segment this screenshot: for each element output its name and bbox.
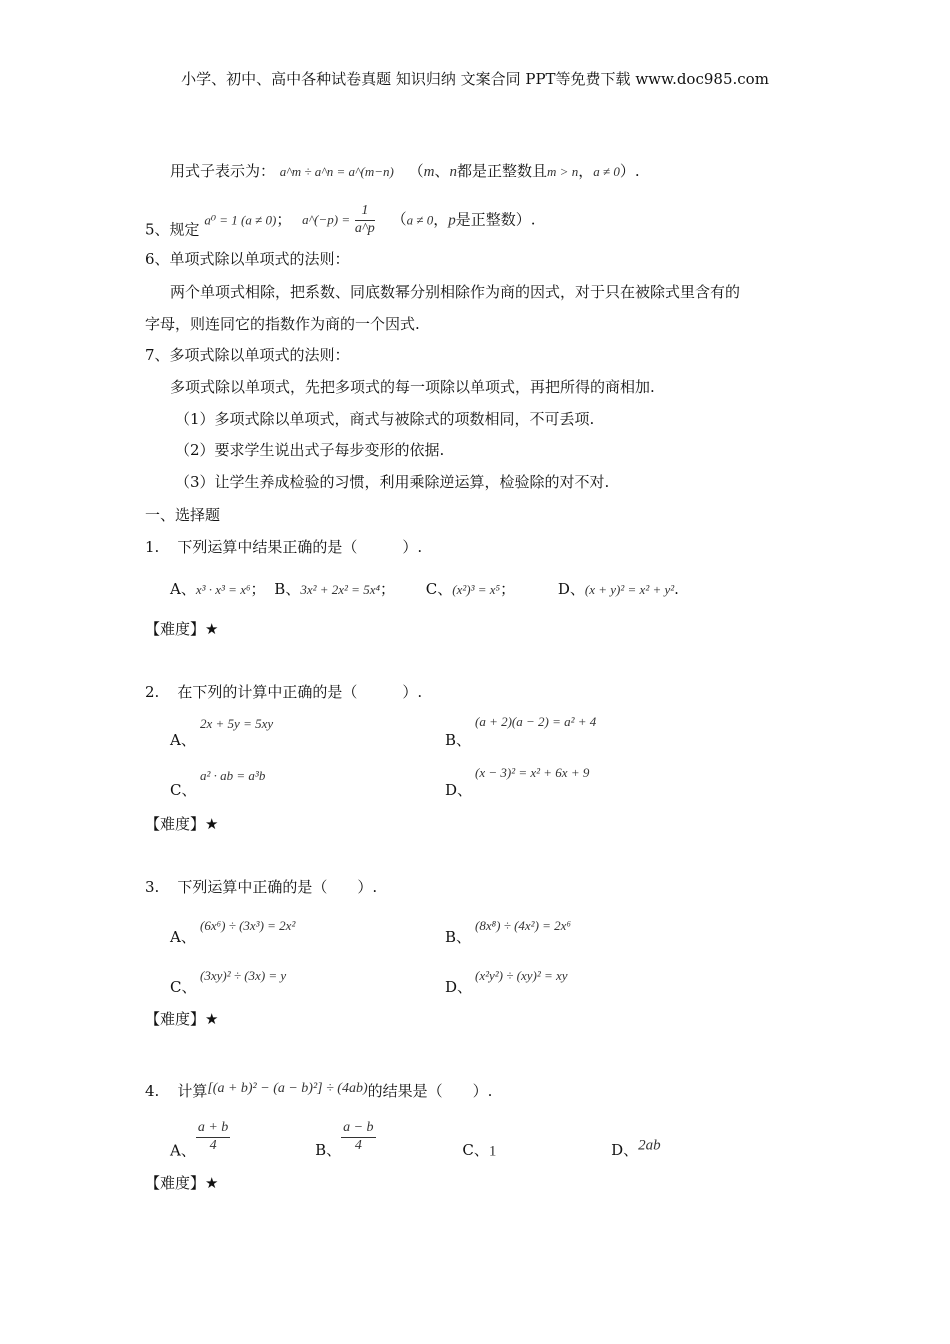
q2-label-a: A、	[170, 731, 196, 749]
q2-option-d: (x − 3)² = x² + 6x + 9	[475, 765, 590, 780]
q2-label-d: D、	[445, 781, 473, 799]
rule-6-title: 6、单项式除以单项式的法则：	[145, 250, 350, 268]
q3-label-d: D、	[445, 978, 473, 996]
question-1-options: A、x³ · x³ = x⁶； B、3x² + 2x² = 5x⁴； C、(x²)³ = x⁵； D、(x + y)² = x² + y².	[170, 580, 679, 598]
q2-option-a: 2x + 5y = 5xy	[200, 716, 274, 731]
q3-option-c: (3xy)² ÷ (3x) = y	[200, 968, 287, 983]
formula-label: 用式子表示为：	[170, 162, 276, 180]
question-4-options: A、 $\frac{a + b}{4}$ B、 $\frac{a - b}{4}$ C、1 D、2ab	[170, 1120, 661, 1160]
q3-option-a: (6x⁶) ÷ (3x³) = 2x²	[200, 918, 296, 933]
division-formula: a^m ÷ a^n = a^(m−n)	[279, 164, 394, 179]
q2-label-c: C、	[170, 781, 197, 799]
q3-label-c: C、	[170, 978, 197, 996]
q2-option-b: (a + 2)(a − 2) = a² + 4	[475, 714, 597, 729]
intro-line: 用式子表示为： a^m ÷ a^n = a^(m−n) （m、n都是正整数且m > n，a ≠ 0）.	[170, 162, 640, 180]
option-a: x³ · x³ = x⁶	[195, 582, 251, 597]
option-d: (x + y)² = x² + y²	[584, 582, 675, 597]
q2-option-c: a² · ab = a³b	[200, 768, 266, 783]
q4-expression: [(a + b)² − (a − b)²] ÷ (4ab)	[207, 1081, 368, 1096]
q3-label-b: B、	[445, 928, 472, 946]
q3-label-a: A、	[170, 928, 196, 946]
question-4-stem: 4. 计算[(a + b)² − (a − b)²] ÷ (4ab)的结果是（ ）.	[145, 1081, 493, 1100]
question-2-stem: 2. 在下列的计算中正确的是（ ）.	[145, 683, 423, 701]
rule-6-line-1: 两个单项式相除，把系数、同底数幂分别相除作为商的因式，对于只在被除式里含有的	[170, 283, 741, 301]
zero-exponent-formula: a⁰ = 1 (a ≠ 0)	[204, 212, 277, 228]
rule-7-note-3: （3）让学生养成检验的习惯，利用乘除逆运算，检验除的对不对.	[175, 473, 610, 491]
negative-exponent-fraction: $\frac{1}{a\^{}p}$	[354, 203, 375, 236]
rule-7-note-1: （1）多项式除以单项式，商式与被除式的项数相同，不可丢项.	[175, 410, 595, 428]
q4-option-a: $\frac{a + b}{4}$	[197, 1120, 229, 1153]
difficulty-q4: 【难度】★	[145, 1174, 219, 1192]
difficulty-q1: 【难度】★	[145, 620, 219, 638]
page-header: 小学、初中、高中各种试卷真题 知识归纳 文案合同 PPT等免费下载 www.doc985.com	[181, 70, 769, 88]
difficulty-q3: 【难度】★	[145, 1010, 219, 1028]
option-b: 3x² + 2x² = 5x⁴	[300, 582, 380, 597]
section-title: 一、选择题	[145, 506, 221, 524]
q4-option-c: 1	[488, 1143, 497, 1160]
rule-7-note-2: （2）要求学生说出式子每步变形的依据.	[175, 441, 445, 459]
rule-6-line-2: 字母，则连同它的指数作为商的一个因式.	[145, 315, 420, 333]
rule-5: 5、规定 a⁰ = 1 (a ≠ 0)； a^(−p) = $\frac{1}{a\^{}p}$ （a ≠ 0，p是正整数）.	[145, 203, 536, 239]
negative-exponent-lhs: a^(−p) =	[302, 212, 351, 228]
rule-7-line-1: 多项式除以单项式，先把多项式的每一项除以单项式，再把所得的商相加.	[170, 378, 655, 396]
difficulty-q2: 【难度】★	[145, 815, 219, 833]
question-3-stem: 3. 下列运算中正确的是（ ）.	[145, 878, 378, 896]
q3-option-d: (x²y²) ÷ (xy)² = xy	[475, 968, 568, 983]
q2-label-b: B、	[445, 731, 472, 749]
q3-option-b: (8x⁸) ÷ (4x²) = 2x⁶	[475, 918, 571, 933]
option-c: (x²)³ = x⁵	[452, 582, 501, 597]
rule-7-title: 7、多项式除以单项式的法则：	[145, 346, 350, 364]
question-1-stem: 1. 下列运算中结果正确的是（ ）.	[145, 538, 423, 556]
q4-option-b: $\frac{a - b}{4}$	[343, 1120, 374, 1153]
q4-option-d: 2ab	[638, 1137, 661, 1154]
